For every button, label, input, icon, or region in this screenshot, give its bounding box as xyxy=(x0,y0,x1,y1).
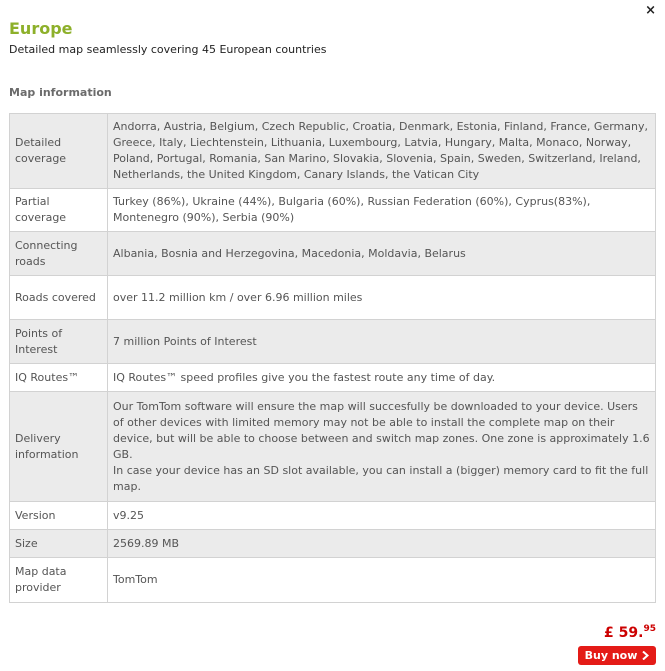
buy-now-label: Buy now xyxy=(584,649,638,662)
row-label: Map data provider xyxy=(10,558,108,603)
row-value: Our TomTom software will ensure the map will succesfully be downloaded to your device. Users of other devices with limited memory may not be able to install the complete map on their device, but will be able to choose between and switch map zones. One zone is approximately 1.6 GB. In case your device has an SD slot available, you can install a (bigger) memory card to fit the full map. xyxy=(108,392,656,502)
row-label: Version xyxy=(10,502,108,530)
row-label: Delivery information xyxy=(10,392,108,502)
page-title: Europe xyxy=(9,19,73,38)
table-row xyxy=(10,364,656,392)
page-subtitle: Detailed map seamlessly covering 45 European countries xyxy=(9,43,327,56)
price-currency: £ xyxy=(604,625,614,641)
table-row xyxy=(10,530,656,558)
buy-now-button[interactable] xyxy=(578,646,656,665)
row-value: 2569.89 MB xyxy=(108,530,656,558)
table-row xyxy=(10,392,656,502)
table-row xyxy=(10,189,656,232)
row-label: Partial coverage xyxy=(10,189,108,232)
section-title: Map information xyxy=(9,86,112,99)
row-label: Roads covered xyxy=(10,276,108,320)
price-whole: 59. xyxy=(618,625,644,641)
row-label: Size xyxy=(10,530,108,558)
row-label: IQ Routes™ xyxy=(10,364,108,392)
chevron-right-icon xyxy=(642,651,649,660)
row-label: Connecting roads xyxy=(10,232,108,276)
table-row xyxy=(10,276,656,320)
row-label: Detailed coverage xyxy=(10,114,108,189)
table-row xyxy=(10,114,656,189)
row-value: over 11.2 million km / over 6.96 million miles xyxy=(108,276,656,320)
table-row xyxy=(10,558,656,603)
price xyxy=(604,624,656,641)
row-value: Andorra, Austria, Belgium, Czech Republic, Croatia, Denmark, Estonia, Finland, France, Germany, Greece, Italy, Liechtenstein, Lithuania, Luxembourg, Latvia, Hungary, Malta, Monaco, Norway, Poland, Portugal, Romania, San Marino, Slovakia, Slovenia, Spain, Sweden, Switzerland, Ireland, Netherlands, the United Kingdom, Canary Islands, the Vatican City xyxy=(108,114,656,189)
close-icon[interactable]: × xyxy=(645,3,656,18)
row-value: Turkey (86%), Ukraine (44%), Bulgaria (60%), Russian Federation (60%), Cyprus(83%), Montenegro (90%), Serbia (90%) xyxy=(108,189,656,232)
row-label: Points of Interest xyxy=(10,320,108,364)
row-value: 7 million Points of Interest xyxy=(108,320,656,364)
table-row xyxy=(10,320,656,364)
table-row xyxy=(10,502,656,530)
row-value: v9.25 xyxy=(108,502,656,530)
table-row xyxy=(10,232,656,276)
row-value: TomTom xyxy=(108,558,656,603)
price-cents: 95 xyxy=(643,624,656,634)
row-value: Albania, Bosnia and Herzegovina, Macedonia, Moldavia, Belarus xyxy=(108,232,656,276)
map-info-table xyxy=(9,113,656,603)
row-value: IQ Routes™ speed profiles give you the fastest route any time of day. xyxy=(108,364,656,392)
